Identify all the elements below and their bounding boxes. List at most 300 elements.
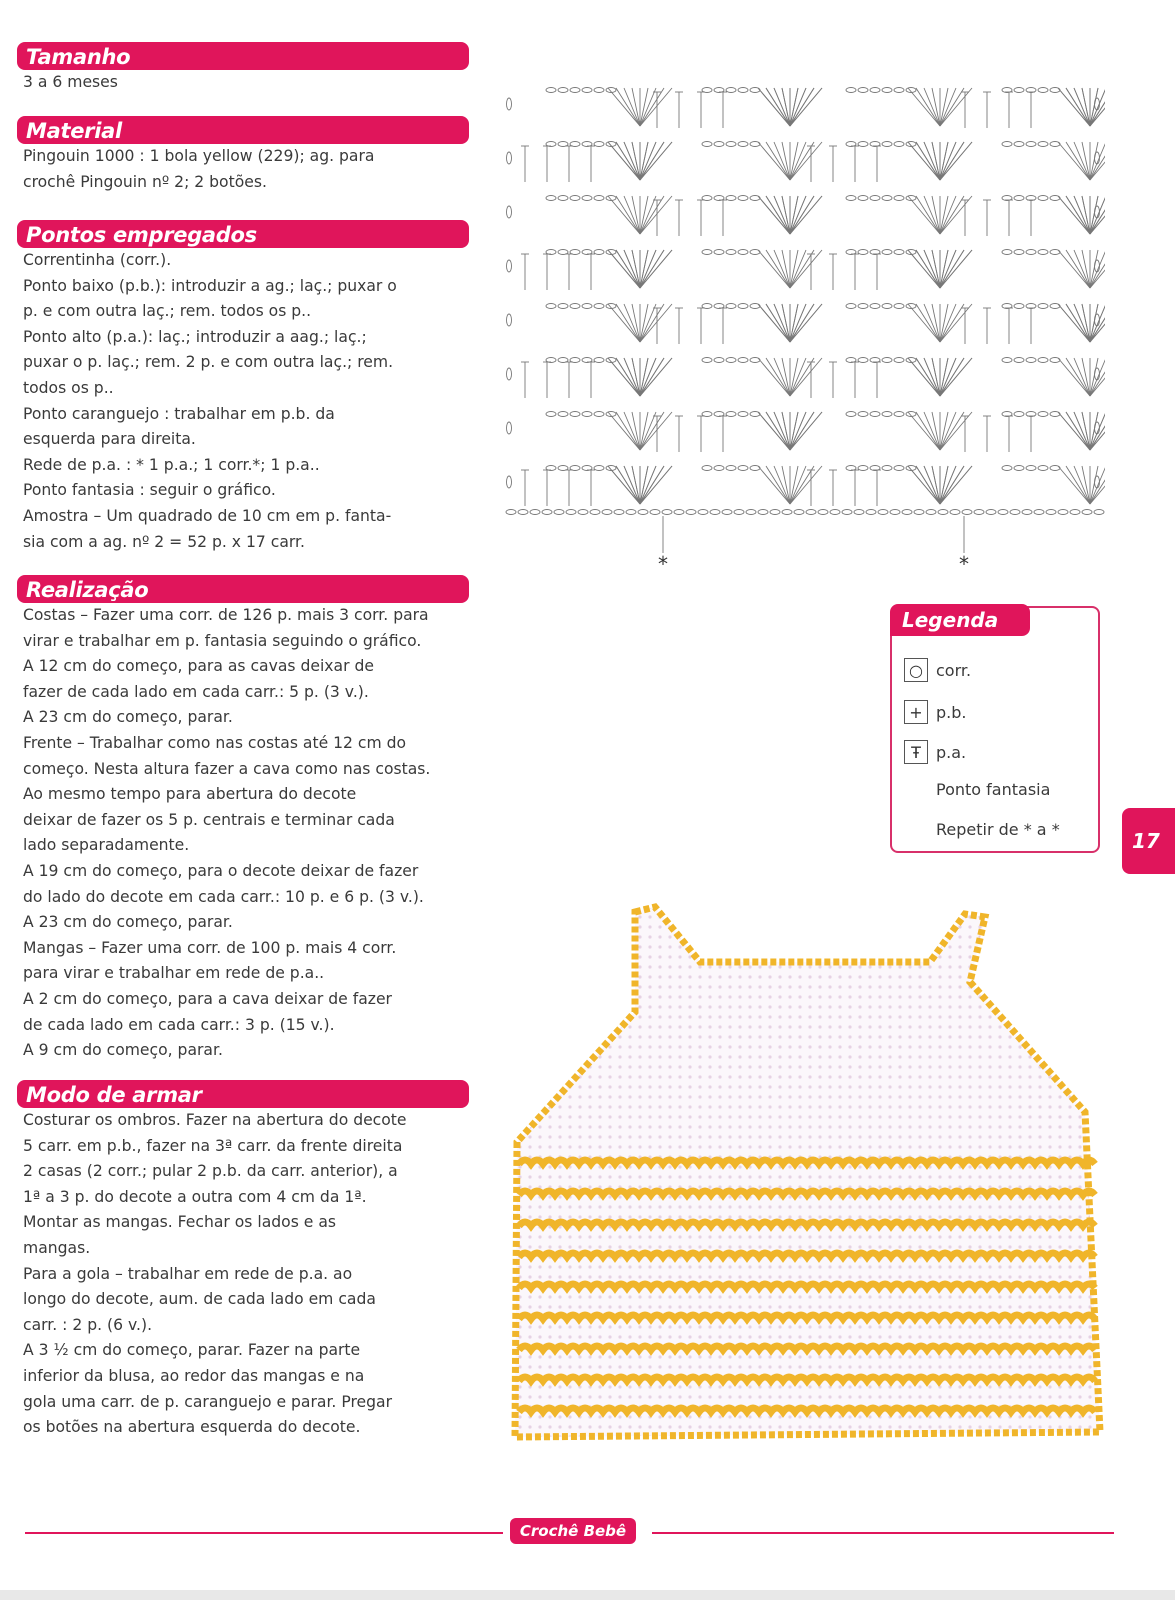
chain-stitch xyxy=(558,88,568,93)
magazine-name: Crochê Bebê xyxy=(510,1518,636,1544)
text-line: puxar o p. laç.; rem. 2 p. e com outra laç.; rem. xyxy=(23,353,394,372)
fan-stitch xyxy=(1090,142,1105,180)
fan-stitch xyxy=(1058,250,1090,288)
chain-stitch xyxy=(1038,88,1048,93)
text-line: Ponto baixo (p.b.): introduzir a ag.; laç.; puxar o xyxy=(23,276,397,295)
foundation-chain xyxy=(782,510,792,515)
fan-stitch xyxy=(908,142,940,180)
chain-stitch xyxy=(1014,196,1024,201)
fan-stitch xyxy=(1074,304,1090,342)
fan-stitch xyxy=(908,250,940,288)
chain-stitch xyxy=(714,142,724,147)
fan-stitch xyxy=(790,196,806,234)
chain-stitch xyxy=(594,412,604,417)
fan-stitch xyxy=(1090,88,1105,126)
turning-chain xyxy=(507,368,512,380)
crochet-stitch-diagram xyxy=(505,68,1105,583)
repeat-mark-end: * xyxy=(959,552,969,576)
chain-stitch xyxy=(738,412,748,417)
fan-stitch xyxy=(908,88,940,126)
text-line: gola uma carr. de p. caranguejo e parar. Pregar xyxy=(23,1392,392,1411)
chain-stitch xyxy=(750,466,760,471)
chain-stitch xyxy=(750,250,760,255)
chain-stitch xyxy=(594,88,604,93)
foundation-chain xyxy=(722,510,732,515)
turning-chain xyxy=(1095,260,1100,272)
text-line: Correntinha (corr.). xyxy=(23,251,172,269)
foundation-chain xyxy=(590,510,600,515)
chain-stitch xyxy=(858,88,868,93)
chain-stitch xyxy=(1038,196,1048,201)
fan-stitch xyxy=(608,412,640,450)
fan-stitch xyxy=(1074,88,1090,126)
chain-stitch xyxy=(726,196,736,201)
foundation-chain xyxy=(1082,510,1092,515)
foundation-chain xyxy=(602,510,612,515)
fan-stitch xyxy=(1090,412,1105,450)
text-line: Para a gola – trabalhar em rede de p.a. ao xyxy=(23,1264,353,1283)
chain-stitch xyxy=(894,196,904,201)
chain-stitch xyxy=(858,412,868,417)
chain-stitch xyxy=(1038,250,1048,255)
fan-stitch xyxy=(924,250,940,288)
fan-stitch xyxy=(758,358,790,396)
fan-stitch xyxy=(790,466,822,504)
chain-stitch xyxy=(702,466,712,471)
fan-stitch xyxy=(908,466,940,504)
chain-stitch xyxy=(858,250,868,255)
fan-stitch xyxy=(640,250,656,288)
turning-chain xyxy=(1095,368,1100,380)
turning-chain xyxy=(507,152,512,164)
fan-stitch xyxy=(790,142,822,180)
fan-stitch xyxy=(608,250,640,288)
chain-stitch xyxy=(702,142,712,147)
fan-stitch xyxy=(1058,412,1090,450)
crochet-top-photo xyxy=(495,892,1135,1462)
fan-stitch xyxy=(790,196,822,234)
chain-stitch xyxy=(1026,250,1036,255)
fan-stitch xyxy=(940,88,972,126)
fan-stitch xyxy=(940,466,956,504)
chain-stitch xyxy=(750,304,760,309)
fan-stitch xyxy=(1074,196,1090,234)
chain-stitch xyxy=(738,196,748,201)
chain-stitch xyxy=(894,412,904,417)
chain-stitch xyxy=(1026,142,1036,147)
chain-stitch xyxy=(1002,250,1012,255)
foundation-chain xyxy=(674,510,684,515)
chain-stitch xyxy=(894,358,904,363)
fan-stitch xyxy=(624,304,640,342)
foundation-chain xyxy=(854,510,864,515)
fan-stitch xyxy=(790,358,822,396)
text-line: Amostra – Um quadrado de 10 cm em p. fanta- xyxy=(23,506,392,525)
chain-stitch xyxy=(882,358,892,363)
chain-stitch xyxy=(570,88,580,93)
chain-stitch xyxy=(594,466,604,471)
fan-stitch xyxy=(608,142,640,180)
chain-stitch xyxy=(714,358,724,363)
fan-stitch xyxy=(940,412,956,450)
chain-stitch xyxy=(1002,466,1012,471)
legend-item-corr xyxy=(904,658,971,682)
legend-label: corr. xyxy=(936,660,972,680)
section-body xyxy=(17,603,469,1064)
fan-stitch xyxy=(624,412,640,450)
fan-stitch xyxy=(790,142,806,180)
chain-stitch xyxy=(1050,250,1060,255)
legend-label: p.a. xyxy=(936,742,967,762)
chain-stitch xyxy=(1014,466,1024,471)
fan-stitch xyxy=(608,358,640,396)
fan-stitch xyxy=(774,250,790,288)
legend-pattern-name: Ponto fantasia xyxy=(936,780,1051,799)
foundation-chain xyxy=(998,510,1008,515)
fan-stitch xyxy=(924,412,940,450)
chain-stitch xyxy=(1014,358,1024,363)
text-line: os botões na abertura esquerda do decote. xyxy=(23,1418,361,1437)
fan-stitch xyxy=(640,304,656,342)
foundation-chain xyxy=(1058,510,1068,515)
chain-stitch xyxy=(726,250,736,255)
foundation-chain xyxy=(890,510,900,515)
repeat-mark-start: * xyxy=(658,552,668,576)
chain-stitch xyxy=(750,412,760,417)
chain-stitch xyxy=(594,250,604,255)
text-line: fazer de cada lado em cada carr.: 5 p. (3 v.). xyxy=(23,682,369,701)
chain-stitch xyxy=(1038,358,1048,363)
chain-stitch xyxy=(570,196,580,201)
foundation-chain xyxy=(866,510,876,515)
fan-stitch xyxy=(1058,142,1090,180)
chain-stitch xyxy=(846,412,856,417)
fan-stitch xyxy=(790,304,806,342)
fan-stitch xyxy=(940,358,956,396)
fan-stitch xyxy=(640,142,656,180)
section-body xyxy=(17,70,469,96)
chain-stitch xyxy=(870,304,880,309)
chain-stitch xyxy=(582,88,592,93)
yellow-stripe xyxy=(519,1191,1095,1195)
chain-stitch xyxy=(1038,412,1048,417)
text-line: Costurar os ombros. Fazer na abertura do decote xyxy=(23,1111,407,1129)
fan-stitch xyxy=(924,88,940,126)
chain-stitch xyxy=(594,142,604,147)
foundation-chain xyxy=(818,510,828,515)
fan-stitch xyxy=(608,88,640,126)
text-line: para virar e trabalhar em rede de p.a.. xyxy=(23,964,325,983)
chain-stitch xyxy=(726,88,736,93)
foundation-chain xyxy=(962,510,972,515)
chain-stitch xyxy=(582,412,592,417)
chain-stitch xyxy=(1002,142,1012,147)
text-line: lado separadamente. xyxy=(23,836,190,855)
fan-stitch xyxy=(640,358,656,396)
chain-stitch xyxy=(870,196,880,201)
text-line: do lado do decote em cada carr.: 10 p. e 6 p. (3 v.). xyxy=(23,887,424,906)
text-line: de cada lado em cada carr.: 3 p. (15 v.). xyxy=(23,1015,335,1034)
section-body xyxy=(17,144,469,195)
turning-chain xyxy=(1095,152,1100,164)
fan-stitch xyxy=(774,358,790,396)
fan-stitch xyxy=(908,358,940,396)
chain-stitch xyxy=(738,466,748,471)
text-line: 2 casas (2 corr.; pular 2 p.b. da carr. anterior), a xyxy=(23,1162,398,1181)
chain-stitch xyxy=(738,88,748,93)
text-line: virar e trabalhar em p. fantasia seguindo o gráfico. xyxy=(23,631,422,650)
fan-stitch xyxy=(940,196,956,234)
text-line: Mangas – Fazer uma corr. de 100 p. mais 4 corr. xyxy=(23,938,397,957)
foundation-chain xyxy=(938,510,948,515)
fan-stitch xyxy=(624,142,640,180)
chain-stitch xyxy=(1050,304,1060,309)
chain-stitch xyxy=(1050,412,1060,417)
foundation-chain xyxy=(614,510,624,515)
chain-stitch xyxy=(1050,88,1060,93)
fan-stitch xyxy=(940,358,972,396)
text-line: Ao mesmo tempo para abertura do decote xyxy=(23,785,357,804)
section-material xyxy=(17,116,469,195)
turning-chain xyxy=(507,476,512,488)
foundation-chain xyxy=(794,510,804,515)
fan-stitch xyxy=(790,250,822,288)
text-line: Ponto caranguejo : trabalhar em p.b. da xyxy=(23,404,335,423)
chain-stitch xyxy=(1026,466,1036,471)
turning-chain xyxy=(1095,98,1100,110)
foundation-chain xyxy=(806,510,816,515)
foundation-chain xyxy=(554,510,564,515)
section-modo-de-armar xyxy=(17,1080,469,1441)
section-heading: Modo de armar xyxy=(17,1080,469,1108)
chain-stitch xyxy=(1050,142,1060,147)
text-line: A 9 cm do começo, parar. xyxy=(23,1041,223,1060)
foundation-chain xyxy=(746,510,756,515)
chain-stitch xyxy=(1038,142,1048,147)
turning-chain xyxy=(507,314,512,326)
foundation-chain xyxy=(530,510,540,515)
text-line: Pingouin 1000 : 1 bola yellow (229); ag. para xyxy=(23,147,375,165)
yellow-stripe xyxy=(519,1160,1095,1164)
double-crochet-icon: Ŧ xyxy=(904,740,928,764)
chain-stitch xyxy=(546,196,556,201)
section-heading: Tamanho xyxy=(17,42,469,70)
foundation-chain xyxy=(878,510,888,515)
text-line: mangas. xyxy=(23,1238,91,1257)
foundation-chain xyxy=(1022,510,1032,515)
chain-stitch xyxy=(858,358,868,363)
fan-stitch xyxy=(940,304,956,342)
fan-stitch xyxy=(940,196,972,234)
fan-stitch xyxy=(940,250,956,288)
chain-stitch xyxy=(1026,358,1036,363)
fan-stitch xyxy=(1090,358,1105,396)
yellow-stripe xyxy=(519,1222,1095,1226)
chain-stitch xyxy=(570,412,580,417)
chain-stitch xyxy=(726,412,736,417)
turning-chain xyxy=(1095,206,1100,218)
foundation-chain xyxy=(518,510,528,515)
fan-stitch xyxy=(758,304,790,342)
fan-stitch xyxy=(774,412,790,450)
chain-stitch xyxy=(558,196,568,201)
chain-stitch xyxy=(882,250,892,255)
section-body xyxy=(17,1108,469,1441)
foundation-chain xyxy=(686,510,696,515)
turning-chain xyxy=(507,206,512,218)
fan-stitch xyxy=(1074,466,1090,504)
turning-chain xyxy=(507,422,512,434)
fan-stitch xyxy=(640,196,672,234)
fan-stitch xyxy=(1058,358,1090,396)
yellow-stripe xyxy=(519,1253,1095,1257)
fan-stitch xyxy=(924,466,940,504)
fan-stitch xyxy=(1090,250,1105,288)
section-pontos-empregados xyxy=(17,220,469,555)
chain-stitch xyxy=(558,304,568,309)
fan-stitch xyxy=(640,250,672,288)
text-line: crochê Pingouin nº 2; 2 botões. xyxy=(23,172,267,191)
text-line: A 2 cm do começo, para a cava deixar de fazer xyxy=(23,989,392,1008)
foundation-chain xyxy=(578,510,588,515)
foundation-chain xyxy=(986,510,996,515)
text-line: A 3 ½ cm do começo, parar. Fazer na parte xyxy=(23,1341,361,1360)
chain-stitch xyxy=(882,142,892,147)
chain-stitch xyxy=(726,304,736,309)
fan-stitch xyxy=(640,358,672,396)
chain-stitch xyxy=(726,466,736,471)
foundation-chain xyxy=(1094,510,1104,515)
foundation-chain xyxy=(506,510,516,515)
chain-stitch xyxy=(546,412,556,417)
fan-stitch xyxy=(790,412,806,450)
chain-stitch xyxy=(882,196,892,201)
legend-label: p.b. xyxy=(936,702,967,722)
text-line: Frente – Trabalhar como nas costas até 12 cm do xyxy=(23,733,407,752)
foundation-chain xyxy=(902,510,912,515)
chain-stitch xyxy=(726,358,736,363)
text-line: Ponto fantasia : seguir o gráfico. xyxy=(23,481,276,500)
single-crochet-icon: + xyxy=(904,700,928,724)
fan-stitch xyxy=(1058,304,1090,342)
fan-stitch xyxy=(640,412,656,450)
fan-stitch xyxy=(790,304,822,342)
fan-stitch xyxy=(908,412,940,450)
text-line: todos os p.. xyxy=(23,378,114,397)
fan-stitch xyxy=(790,250,806,288)
fan-stitch xyxy=(790,466,806,504)
chain-stitch xyxy=(846,304,856,309)
legend-item-pb xyxy=(904,700,966,724)
chain-stitch xyxy=(750,358,760,363)
chain-stitch xyxy=(1038,466,1048,471)
fan-stitch xyxy=(624,88,640,126)
turning-chain xyxy=(1095,422,1100,434)
yellow-stripe xyxy=(519,1377,1095,1381)
chain-stitch-icon: ○ xyxy=(904,658,928,682)
foundation-chain xyxy=(758,510,768,515)
foundation-chain xyxy=(662,510,672,515)
fan-stitch xyxy=(940,304,972,342)
chain-stitch xyxy=(1002,358,1012,363)
chain-stitch xyxy=(570,304,580,309)
chain-stitch xyxy=(1014,142,1024,147)
text-line: inferior da blusa, ao redor das mangas e na xyxy=(23,1366,365,1385)
fan-stitch xyxy=(790,358,806,396)
fan-stitch xyxy=(624,358,640,396)
fan-stitch xyxy=(940,142,972,180)
chain-stitch xyxy=(1014,250,1024,255)
fan-stitch xyxy=(1058,466,1090,504)
text-line: Montar as mangas. Fechar os lados e as xyxy=(23,1213,337,1232)
fan-stitch xyxy=(940,466,972,504)
chain-stitch xyxy=(894,466,904,471)
text-line: carr. : 2 p. (6 v.). xyxy=(23,1315,153,1334)
chain-stitch xyxy=(714,466,724,471)
foundation-chain xyxy=(1070,510,1080,515)
fan-stitch xyxy=(758,142,790,180)
chain-stitch xyxy=(858,196,868,201)
chain-stitch xyxy=(1014,88,1024,93)
chain-stitch xyxy=(894,88,904,93)
fan-stitch xyxy=(1058,196,1090,234)
fan-stitch xyxy=(608,196,640,234)
fan-stitch xyxy=(1074,358,1090,396)
fan-stitch xyxy=(640,142,672,180)
footer-rule-right xyxy=(652,1532,1114,1534)
fan-stitch xyxy=(640,196,656,234)
chain-stitch xyxy=(702,358,712,363)
text-line: Ponto alto (p.a.): laç.; introduzir a aag.; laç.; xyxy=(23,327,367,346)
foundation-chain xyxy=(638,510,648,515)
chain-stitch xyxy=(582,196,592,201)
fan-stitch xyxy=(1058,88,1090,126)
fan-stitch xyxy=(640,88,656,126)
fan-stitch xyxy=(608,304,640,342)
foundation-chain xyxy=(698,510,708,515)
fan-stitch xyxy=(758,250,790,288)
text-line: A 19 cm do começo, para o decote deixar de fazer xyxy=(23,861,419,880)
chain-stitch xyxy=(882,466,892,471)
chain-stitch xyxy=(846,88,856,93)
chain-stitch xyxy=(858,142,868,147)
page-edge xyxy=(0,1590,1175,1600)
chain-stitch xyxy=(738,142,748,147)
fan-stitch xyxy=(908,304,940,342)
section-realizacao xyxy=(17,575,469,1064)
fan-stitch xyxy=(640,466,656,504)
fan-stitch xyxy=(790,412,822,450)
fan-stitch xyxy=(924,142,940,180)
chain-stitch xyxy=(894,304,904,309)
turning-chain xyxy=(507,260,512,272)
chain-stitch xyxy=(1038,304,1048,309)
fan-stitch xyxy=(790,88,806,126)
page-number: 17 xyxy=(1122,808,1175,874)
legend-repeat-note: Repetir de * a * xyxy=(936,820,1060,839)
fan-stitch xyxy=(608,466,640,504)
text-line: longo do decote, aum. de cada lado em cada xyxy=(23,1290,376,1309)
fan-stitch xyxy=(774,466,790,504)
foundation-chain xyxy=(830,510,840,515)
chain-stitch xyxy=(870,88,880,93)
chain-stitch xyxy=(702,250,712,255)
fan-stitch xyxy=(774,196,790,234)
yellow-stripe xyxy=(519,1408,1095,1412)
chain-stitch xyxy=(594,358,604,363)
turning-chain xyxy=(1095,476,1100,488)
fan-stitch xyxy=(1074,412,1090,450)
